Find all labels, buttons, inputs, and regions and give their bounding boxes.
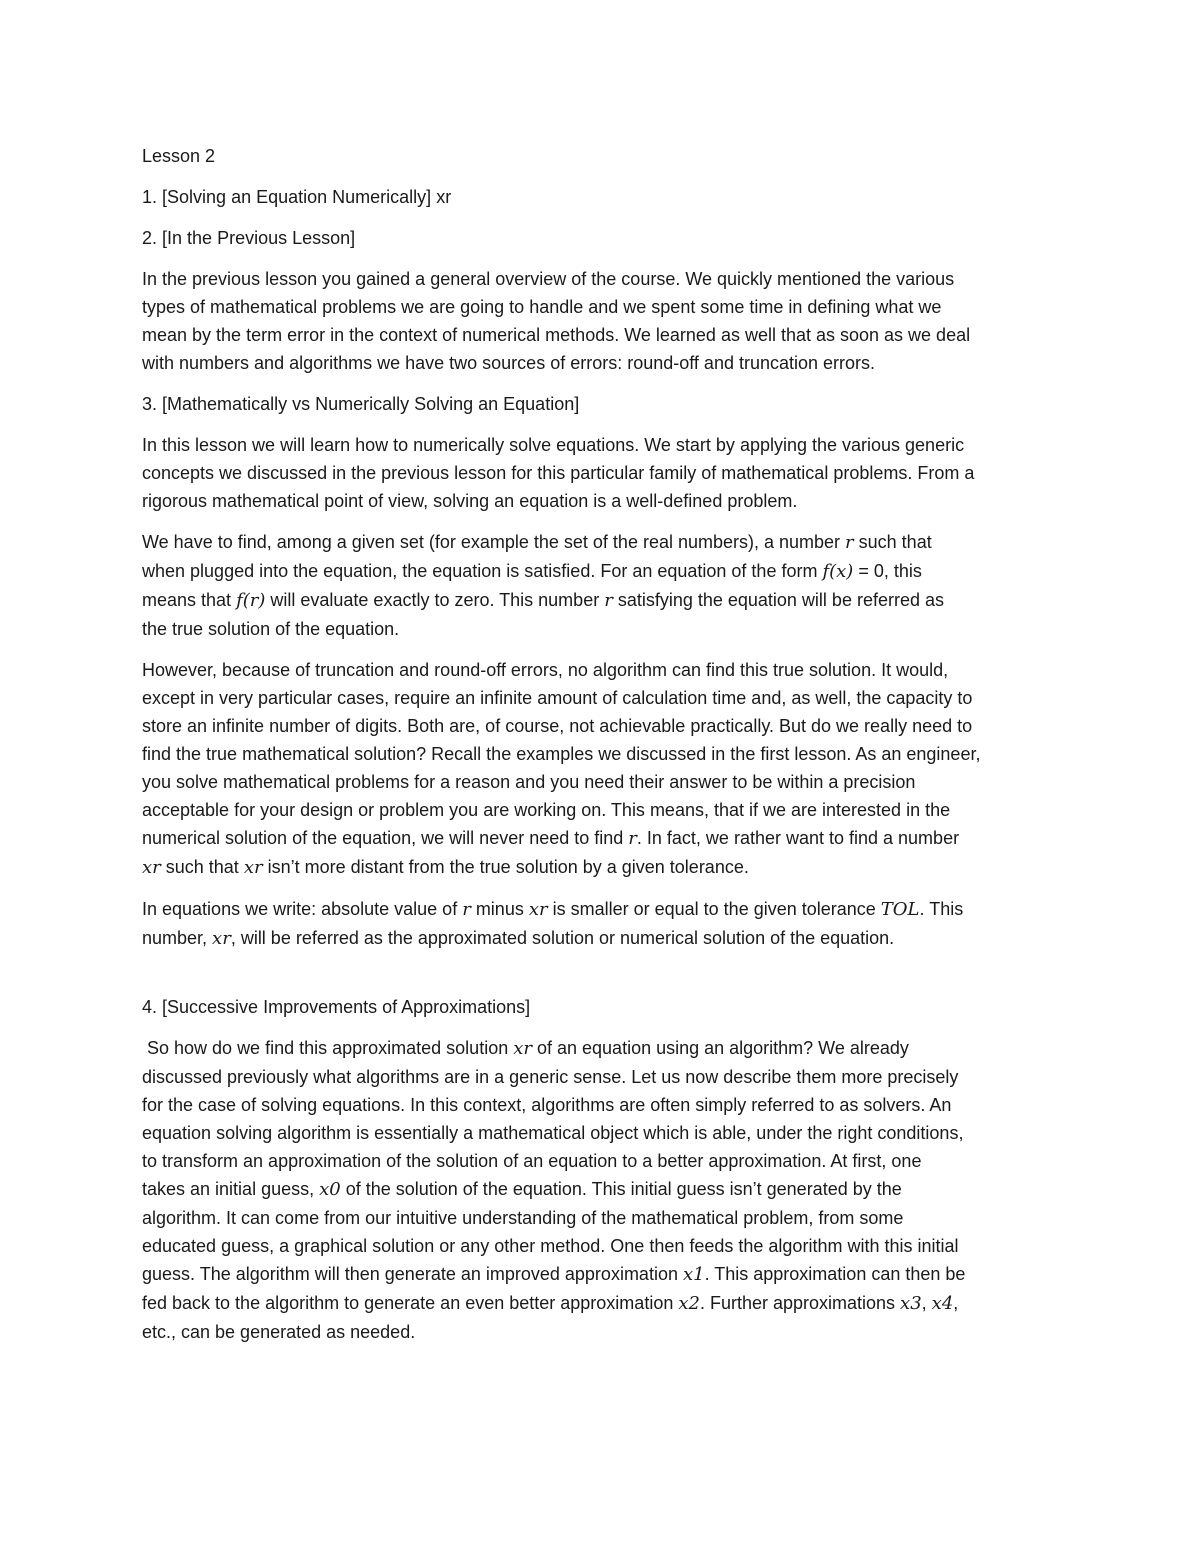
text-run: number, <box>142 928 213 948</box>
text-line: rigorous mathematical point of view, solving an equation is a well-defined problem. <box>142 491 798 511</box>
item-1-number: 1. <box>142 187 158 207</box>
text-line: you solve mathematical problems for a reason and you need their answer to be within a precision <box>142 772 916 792</box>
math-symbol: x1 <box>682 1264 705 1285</box>
text-line <box>142 1175 1060 1204</box>
section-4-paragraph <box>142 1034 1060 1346</box>
text-line: types of mathematical problems we are going to handle and we spent some time in defining what we <box>142 297 942 317</box>
text-line <box>142 1260 1060 1289</box>
section-3-paragraph-2 <box>142 528 1060 643</box>
math-symbol: xr <box>528 899 548 920</box>
section-3-title: [Mathematically vs Numerically Solving an Equation] <box>162 394 580 414</box>
text-run: guess. The algorithm will then generate an improved approximation <box>142 1264 683 1284</box>
previous-lesson-paragraph <box>142 265 1060 377</box>
math-symbol: xr <box>513 1038 532 1059</box>
text-run: means that <box>142 590 237 610</box>
text-line: for the case of solving equations. In this context, algorithms are often simply referred to as solvers. An <box>142 1095 952 1115</box>
text-line: store an infinite number of digits. Both are, of course, not achievable practically. But do we really need to <box>142 716 973 736</box>
section-4-title: [Successive Improvements of Approximations] <box>162 997 531 1017</box>
math-symbol: f(r) <box>236 590 266 611</box>
lesson-title: Lesson 2 <box>142 146 216 166</box>
math-symbol: x3 <box>900 1293 922 1314</box>
math-symbol: r <box>462 899 471 920</box>
text-run: . In fact, we rather want to find a number <box>636 828 960 848</box>
math-symbol: xr <box>142 857 161 878</box>
text-line <box>142 824 1060 853</box>
text-run: when plugged into the equation, the equation is satisfied. For an equation of the form <box>142 561 823 581</box>
section-3-paragraph-4 <box>142 895 1060 953</box>
text-line <box>142 1289 1060 1318</box>
text-run: will evaluate exactly to zero. This number <box>265 590 605 610</box>
text-run: , will be referred as the approximated solution or numerical solution of the equation. <box>230 928 895 948</box>
text-run: So how do we find this approximated solution <box>142 1038 514 1058</box>
text-line: the true solution of the equation. <box>142 619 400 639</box>
text-run: takes an initial guess, <box>142 1179 320 1199</box>
text-run: is smaller or equal to the given tolerance <box>547 899 881 919</box>
item-1 <box>142 183 1060 211</box>
item-1-suffix: xr <box>436 187 452 207</box>
section-3-paragraph-1 <box>142 431 1060 515</box>
math-symbol: r <box>628 828 637 849</box>
math-symbol: xr <box>212 928 231 949</box>
text-line: equation solving algorithm is essentially a mathematical object which is able, under the right conditions, <box>142 1123 964 1143</box>
text-run: . This <box>919 899 964 919</box>
text-line <box>142 586 1060 615</box>
item-1-heading: [Solving an Equation Numerically] <box>162 187 432 207</box>
math-symbol: x4 <box>931 1293 954 1314</box>
math-symbol: r <box>604 590 613 611</box>
section-3-number: 3. <box>142 394 158 414</box>
text-line: mean by the term error in the context of numerical methods. We learned as well that as soon as we deal <box>142 325 971 345</box>
text-run: such that <box>853 532 932 552</box>
math-symbol: f(x) <box>822 561 854 582</box>
text-line <box>142 557 1060 586</box>
math-symbol: r <box>845 532 854 553</box>
section-3-paragraph-3 <box>142 656 1060 882</box>
text-line <box>142 853 1060 882</box>
text-run: = 0, this <box>853 561 922 581</box>
math-symbol: x2 <box>678 1293 700 1314</box>
text-run: . Further approximations <box>699 1293 901 1313</box>
math-symbol: xr <box>243 857 263 878</box>
text-run: numerical solution of the equation, we will never need to find <box>142 828 629 848</box>
text-run: isn’t more distant from the true solution by a given tolerance. <box>262 857 749 877</box>
text-line: discussed previously what algorithms are in a generic sense. Let us now describe them more precisely <box>142 1067 959 1087</box>
text-line: to transform an approximation of the solution of an equation to a better approximation. At first, one <box>142 1151 922 1171</box>
text-line <box>142 924 1060 953</box>
text-line: etc., can be generated as needed. <box>142 1322 416 1342</box>
section-3-heading <box>142 390 1060 418</box>
text-line: However, because of truncation and round-off errors, no algorithm can find this true solution. It would, <box>142 660 949 680</box>
text-run: , <box>921 1293 932 1313</box>
text-run: such that <box>160 857 244 877</box>
item-2-heading: [In the Previous Lesson] <box>162 228 356 248</box>
text-line <box>142 528 1060 557</box>
text-run: In equations we write: absolute value of <box>142 899 463 919</box>
text-run: , <box>953 1293 959 1313</box>
text-run: . This approximation can then be <box>704 1264 966 1284</box>
text-run: fed back to the algorithm to generate an even better approximation <box>142 1293 679 1313</box>
text-run: of the solution of the equation. This initial guess isn’t generated by the <box>340 1179 902 1199</box>
text-line: acceptable for your design or problem you are working on. This means, that if we are interested in the <box>142 800 951 820</box>
text-run: satisfying the equation will be referred as <box>612 590 944 610</box>
text-run: minus <box>470 899 529 919</box>
text-line: concepts we discussed in the previous lesson for this particular family of mathematical problems. From a <box>142 463 975 483</box>
text-line <box>142 895 1060 924</box>
text-line: In this lesson we will learn how to numerically solve equations. We start by applying the various generic <box>142 435 965 455</box>
section-4-number: 4. <box>142 997 158 1017</box>
text-line: find the true mathematical solution? Recall the examples we discussed in the first lesson. As an engineer, <box>142 744 981 764</box>
text-line: In the previous lesson you gained a general overview of the course. We quickly mentioned the various <box>142 269 955 289</box>
math-symbol: TOL <box>880 899 920 920</box>
section-4-heading <box>142 993 1060 1021</box>
math-symbol: x0 <box>319 1179 341 1200</box>
text-run: We have to find, among a given set (for example the set of the real numbers), a number <box>142 532 846 552</box>
text-line: with numbers and algorithms we have two sources of errors: round-off and truncation errors. <box>142 353 876 373</box>
text-line: except in very particular cases, require an infinite amount of calculation time and, as well, the capacity to <box>142 688 973 708</box>
item-2-number: 2. <box>142 228 158 248</box>
text-line: algorithm. It can come from our intuitive understanding of the mathematical problem, from some <box>142 1208 904 1228</box>
text-line <box>142 1034 1060 1063</box>
text-run: of an equation using an algorithm? We already <box>531 1038 909 1058</box>
text-line: educated guess, a graphical solution or any other method. One then feeds the algorithm with this initial <box>142 1236 959 1256</box>
item-2 <box>142 224 1060 252</box>
